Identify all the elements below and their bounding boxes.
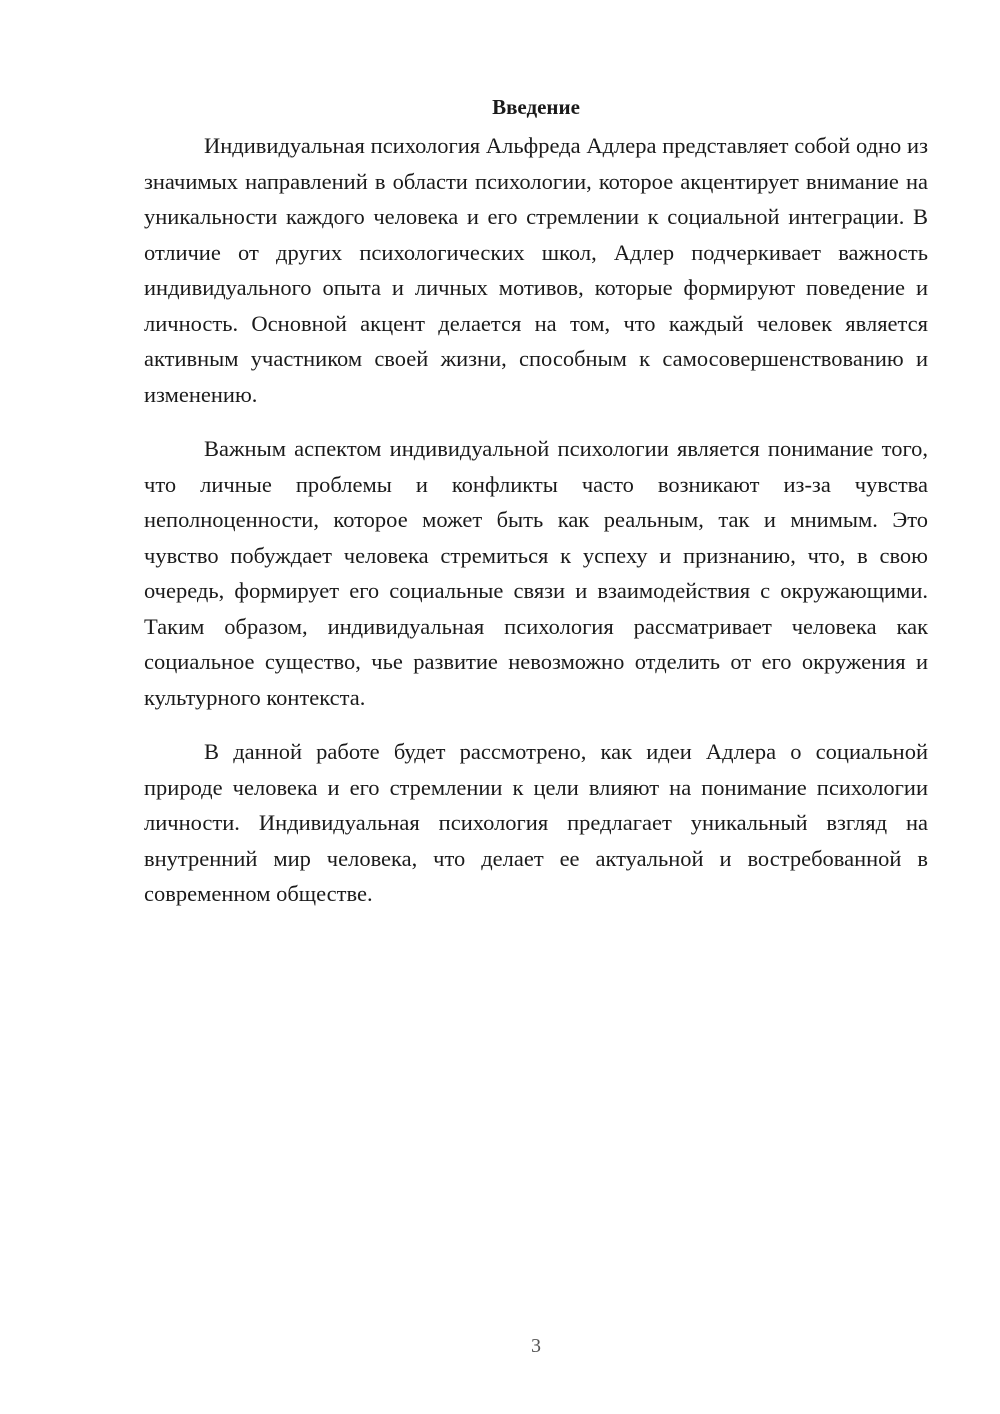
page-number: 3 (531, 1335, 541, 1357)
paragraph-1: Индивидуальная психология Альфреда Адлера представляет собой одно из значимых направлений в области психологии, которое акцентирует внимание на уникальности каждого человека и его стремлении к социальной интеграции. В отличие от других психологических школ, Адлер подчеркивает важность индивидуального опыта и личных мотивов, которые формируют поведение и личность. Основной акцент делается на том, что каждый человек является активным участником своей жизни, способным к самосовершенствованию и изменению. (144, 133, 928, 407)
page-content (144, 92, 928, 931)
paragraph-3: В данной работе будет рассмотрено, как идеи Адлера о социальной природе человека и его стремлении к цели влияют на понимание психологии личности. Индивидуальная психология предлагает уникальный взгляд на внутренний мир человека, что делает ее актуальной и востребованной в современном обществе. (144, 739, 928, 906)
section-heading: Введение (492, 95, 580, 119)
paragraph-2: Важным аспектом индивидуальной психологии является понимание того, что личные проблемы и конфликты часто возникают из-за чувства неполноценности, которое может быть как реальным, так и мнимым. Это чувство побуждает человека стремиться к успеху и признанию, что, в свою очередь, формирует его социальные связи и взаимодействия с окружающими. Таким образом, индивидуальная психология рассматривает человека как социальное существо, чье развитие невозможно отделить от его окружения и культурного контекста. (144, 436, 928, 710)
